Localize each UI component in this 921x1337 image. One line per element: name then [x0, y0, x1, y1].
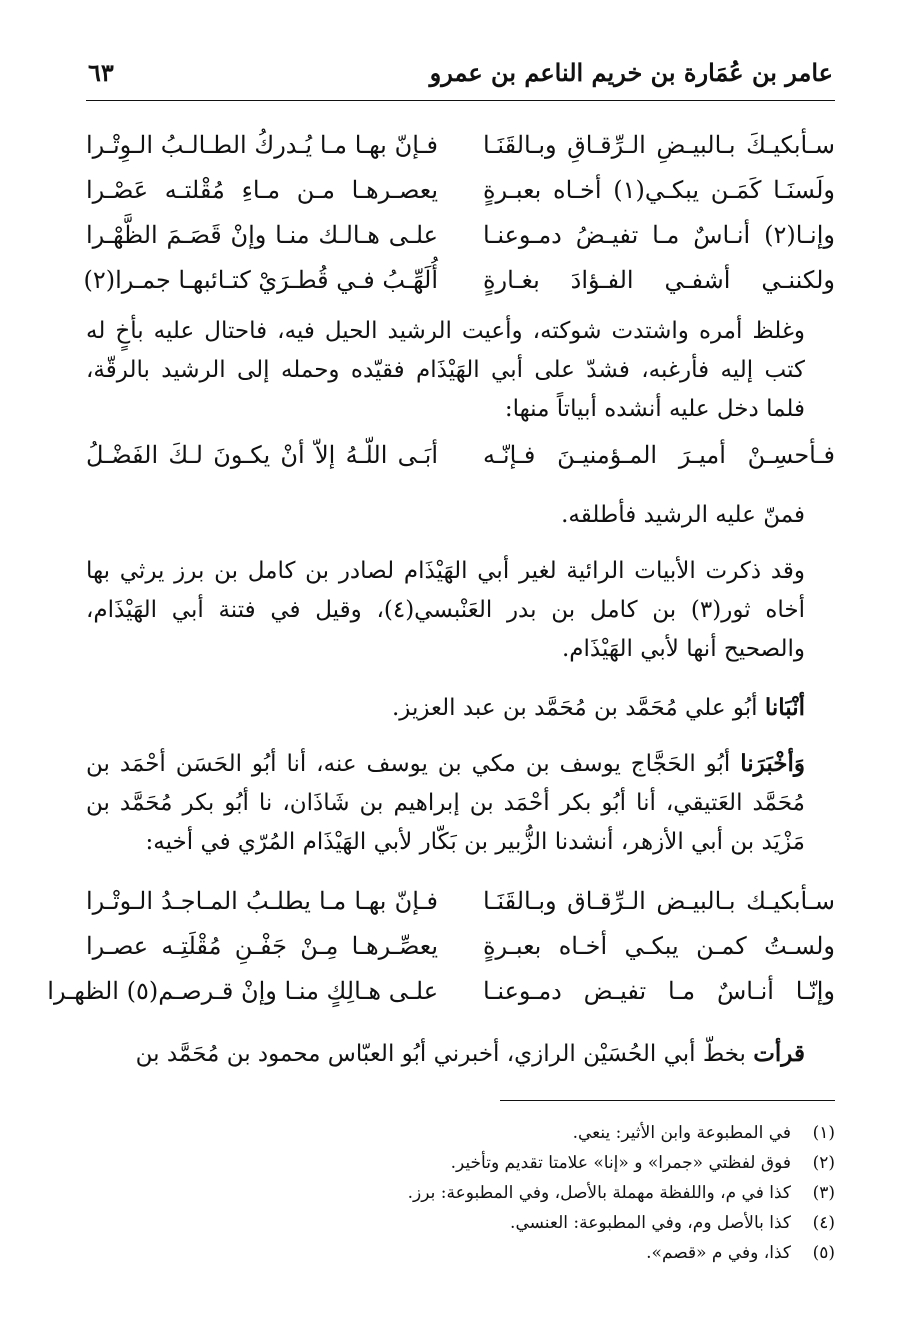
verse-second-hemistich: فـإنّ بهـا مـا يطلـبُ المـاجـدُ الـوتْـرا: [86, 886, 439, 915]
verse-second-hemistich: علـى هـالِكٍ منـا وإنْ قـرصـم(٥) الظهـرا: [47, 976, 439, 1005]
verse-first-hemistich: ولكننـي أشفـي الفـؤادَ بغـارةٍ: [482, 265, 835, 294]
verse-second-hemistich: يعصِّـرهـا مِـنْ جَفْـنِ مُقْلَتِـه عصـرا: [86, 931, 439, 960]
footnote: [86, 1178, 835, 1208]
paragraph-text: [86, 688, 835, 728]
verse-first-hemistich: وإنـا(٢) أنـاسٌ مـا تفيـضُ دمـوعنـا: [482, 220, 835, 249]
verse-first-hemistich: سـأبكيـكَ بـالبيـضِ الـرِّقـاقِ وبـالقَنَـا: [482, 130, 835, 159]
isnad-text: بخطّ أبي الحُسَيْن الرازي، أخبرني أبُو العبّاس محمود بن مُحَمَّد بن: [135, 1041, 754, 1067]
paragraph-isnad-2: [86, 744, 835, 862]
verse-first-hemistich: فـأحسِـنْ أميـرَ المـؤمنيـنَ فـإنّـه: [482, 440, 835, 469]
isnad-lead-word: أنْبَانا: [764, 694, 805, 721]
isnad-text: أبُو علي مُحَمَّد بن مُحَمَّد بن عبد العزيز.: [391, 695, 765, 721]
footnote-text: كذا، وفي م «قصم».: [646, 1243, 791, 1263]
paragraph-release: [86, 496, 835, 535]
footnote: [86, 1238, 835, 1268]
verse-line: [86, 432, 835, 477]
verse-second-hemistich: أبَـى اللّـهُ إلاّ أنْ يكـونَ لـكَ الفَضْـلُ: [86, 440, 439, 469]
running-header: [86, 52, 835, 101]
footnote-number: (٣): [812, 1183, 835, 1203]
footnote-text: فوق لفظتي «جمرا» و «إنا» علامتا تقديم وتأخير.: [450, 1153, 791, 1173]
paragraph-narrative: [86, 312, 835, 429]
isnad-text: أبُو الحَجَّاج يوسف بن مكي بن يوسف عنه، أنا أبُو الحَسَن أحْمَد بن مُحَمَّد العَتيقي، أنا أبُو بكر أحْمَد بن إبراهيم بن شَاذَان، نا أبُو بكر مُحَمَّد بن مَزْيَد بن أبي الأزهر، أنشدنا الزُّبير بن بَكّار لأبي الهَيْذَام المُرّي في أخيه:: [86, 751, 805, 855]
verse-first-hemistich: ولَسنَـا كَمَـن يبكـي(١) أخـاه بعبـرةٍ: [482, 175, 835, 204]
paragraph-text: [86, 744, 835, 862]
verse-line: [47, 968, 835, 1013]
paragraph-text: وقد ذكرت الأبيات الرائية لغير أبي الهَيْذَام لصادر بن كامل بن برز يرثي بها أخاه ثور(٣) بن كامل بن بدر العَنْبسي(٤)، وقيل في فتنة أبي الهَيْذَام، والصحيح أنها لأبي الهَيْذَام.: [86, 558, 805, 662]
footnote-number: (٤): [812, 1213, 835, 1233]
footnote-separator: [500, 1100, 835, 1101]
verse-second-hemistich: أُلَهِّـبُ فـي قُطـرَيْ كتـائبهـا جمـرا(٢): [83, 265, 439, 294]
poem-third: [47, 878, 835, 1013]
verse-line: [83, 257, 835, 302]
footnote-number: (١): [812, 1123, 835, 1143]
footnote-number: (٢): [812, 1153, 835, 1173]
footnote: [86, 1148, 835, 1178]
paragraph-attribution: [86, 552, 835, 669]
page-number: ٦٣: [88, 58, 114, 87]
poem-second: [86, 432, 835, 477]
footnote-text: في المطبوعة وابن الأثير: ينعي.: [572, 1123, 791, 1143]
footnote: [86, 1118, 835, 1148]
verse-first-hemistich: وإنّـا أنـاسٌ مـا تفيـض دمـوعنـا: [482, 976, 835, 1005]
paragraph-text: فمنّ عليه الرشيد فأطلقه.: [561, 502, 805, 528]
verse-line: [86, 212, 835, 257]
verse-second-hemistich: علـى هـالـك منـا وإنْ قَصَـمَ الظَّهْـرا: [86, 220, 439, 249]
footnote-text: كذا في م، واللفظة مهملة بالأصل، وفي المطبوعة: برز.: [407, 1183, 791, 1203]
verse-first-hemistich: سـأبكيـك بـالبيـض الـرِّقـاق وبـالقَنَـا: [482, 886, 835, 915]
verse-second-hemistich: فـإنّ بهـا مـا يُـدركُ الطـالـبُ الـوِتْـرا: [86, 130, 439, 159]
footnote-number: (٥): [812, 1243, 835, 1263]
footnote: [86, 1208, 835, 1238]
footnote-text: كذا بالأصل وم، وفي المطبوعة: العنسي.: [510, 1213, 791, 1233]
verse-line: [86, 923, 835, 968]
paragraph-isnad-1: [86, 688, 835, 728]
verse-second-hemistich: يعصـرهـا مـن مـاءِ مُقْلتـه عَصْـرا: [86, 175, 439, 204]
isnad-lead-word: قرأت: [753, 1040, 805, 1067]
verse-first-hemistich: ولسـتُ كمـن يبكـي أخـاه بعبـرةٍ: [482, 931, 835, 960]
paragraph-text: [86, 1034, 835, 1074]
paragraph-reading: [86, 1034, 835, 1074]
running-title: عامر بن عُمَارة بن خريم الناعم بن عمرو: [429, 58, 833, 87]
verse-line: [86, 122, 835, 167]
footnotes: [86, 1118, 835, 1268]
poem-first: [83, 122, 835, 302]
isnad-lead-word: وَأخْبَرَنا: [740, 750, 805, 777]
verse-line: [86, 167, 835, 212]
verse-line: [86, 878, 835, 923]
paragraph-text: وغلظ أمره واشتدت شوكته، وأعيت الرشيد الحيل فيه، فاحتال عليه بأخٍ له كتب إليه فأرغبه، فشدّ على أبي الهَيْذَام فقيّده وحمله إلى الرشيد بالرقّة، فلما دخل عليه أنشده أبياتاً منها:: [86, 318, 805, 422]
